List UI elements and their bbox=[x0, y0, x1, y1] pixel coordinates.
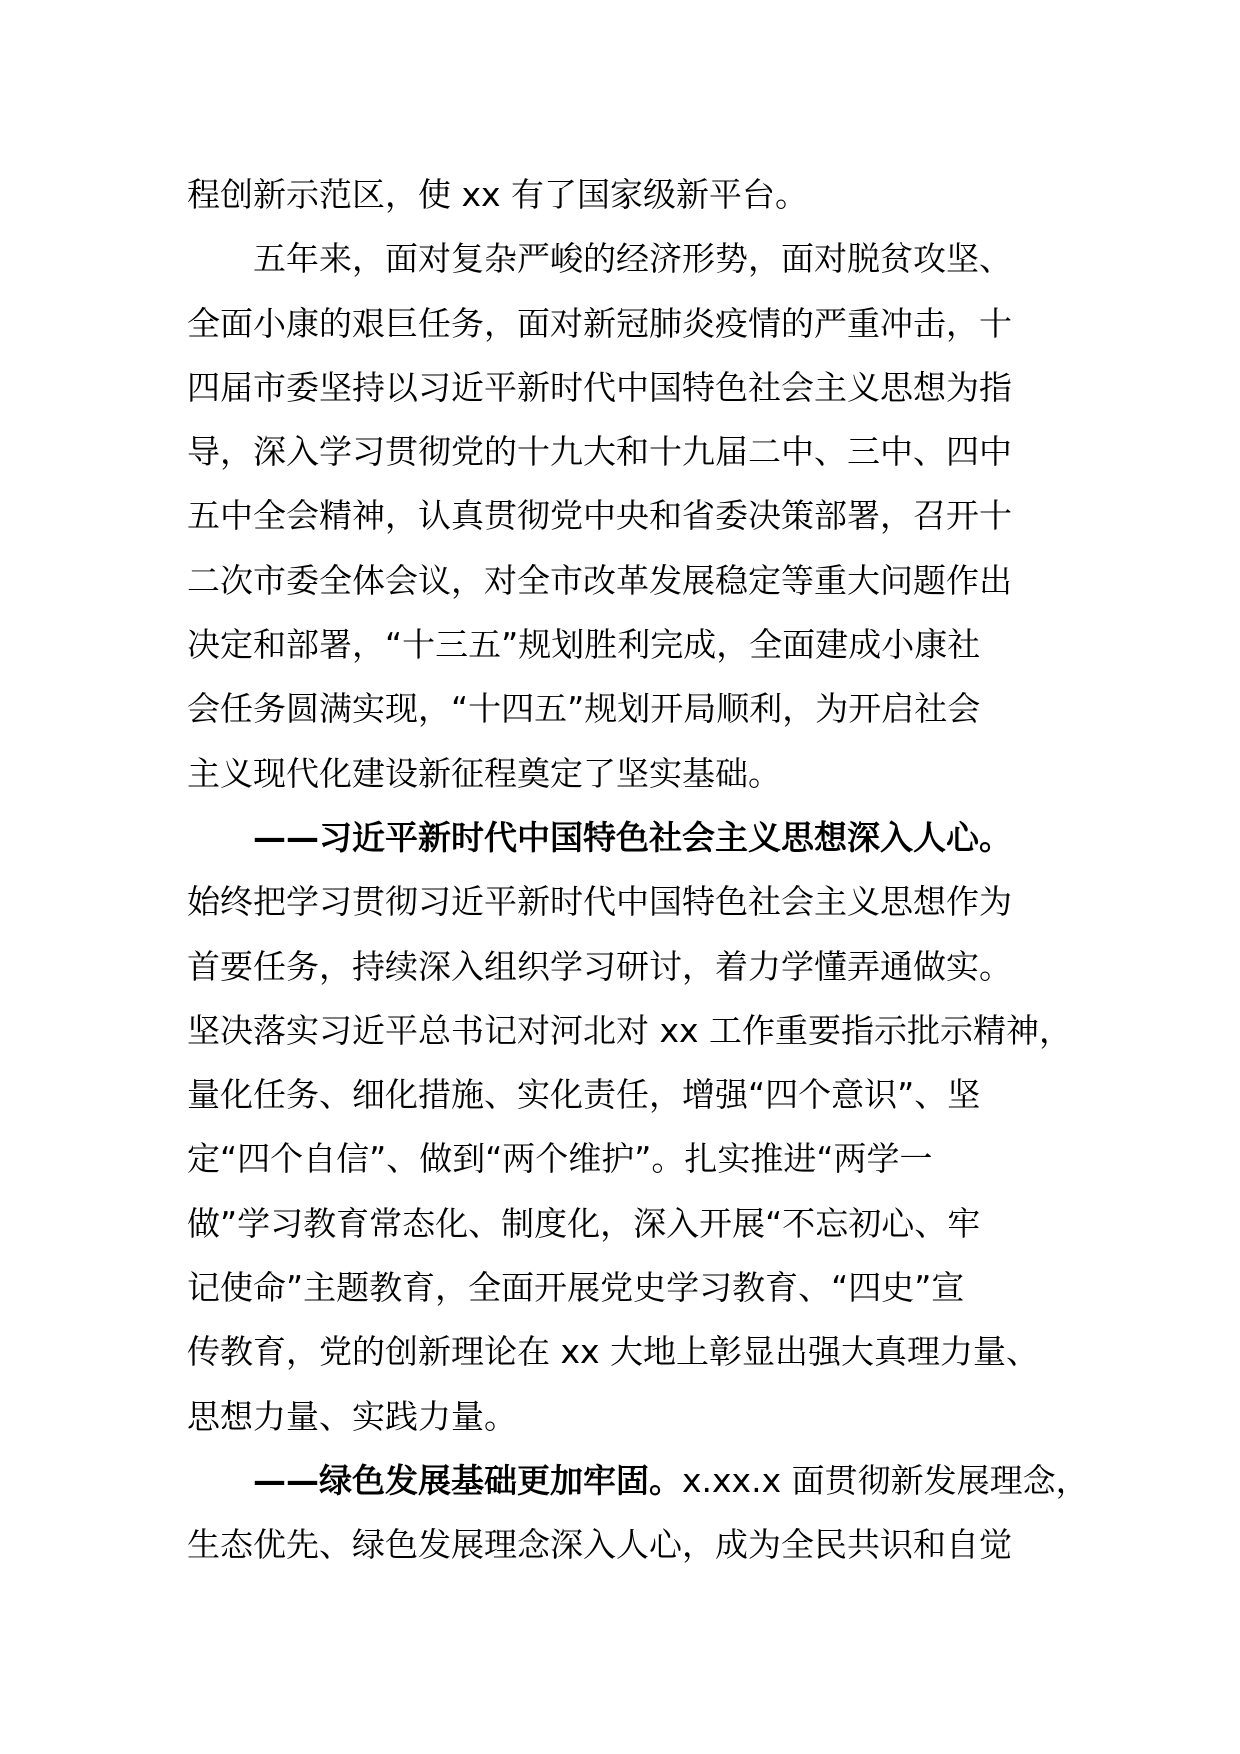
text-line: 生态优先、绿色发展理念深入人心，成为全民共识和自觉 bbox=[187, 1525, 1012, 1565]
section-text: x.xx.x 面贯彻新发展理念， bbox=[682, 1460, 1089, 1500]
document-body bbox=[187, 163, 1107, 1578]
text-line: 首要任务，持续深入组织学习研讨，着力学懂弄通做实。 bbox=[187, 946, 1012, 986]
text-line: 决定和部署，“十三五”规划胜利完成，全面建成小康社 bbox=[187, 625, 981, 665]
text-line: 量化任务、细化措施、实化责任，增强“四个意识”、坚 bbox=[187, 1075, 981, 1115]
text-line: 做”学习教育常态化、制度化，深入开展“不忘初心、牢 bbox=[187, 1203, 981, 1243]
text-line: 思想力量、实践力量。 bbox=[187, 1396, 517, 1436]
text-line: 全面小康的艰巨任务，面对新冠肺炎疫情的严重冲击，十 bbox=[187, 303, 1012, 343]
section-heading-line bbox=[187, 806, 1107, 870]
text-line: 程创新示范区，使 xx 有了国家级新平台。 bbox=[187, 175, 809, 214]
text-line: 记使命”主题教育，全面开展党史学习教育、“四史”宣 bbox=[187, 1268, 965, 1308]
text-line: 二次市委全体会议，对全市改革发展稳定等重大问题作出 bbox=[187, 560, 1012, 600]
text-line: 定“四个自信”、做到“两个维护”。扎实推进“两学一 bbox=[187, 1139, 933, 1179]
text-line: 五中全会精神，认真贯彻党中央和省委决策部署，召开十 bbox=[187, 496, 1012, 536]
section-heading: ——绿色发展基础更加牢固。 bbox=[253, 1460, 682, 1500]
text-line: 会任务圆满实现，“十四五”规划开局顺利，为开启社会 bbox=[187, 689, 981, 729]
text-line: 传教育，党的创新理论在 xx 大地上彰显出强大真理力量、 bbox=[187, 1332, 1040, 1372]
text-line: 四届市委坚持以习近平新时代中国特色社会主义思想为指 bbox=[187, 367, 1012, 407]
section-heading: ——习近平新时代中国特色社会主义思想深入人心。 bbox=[253, 817, 1012, 857]
section-heading-line bbox=[187, 1449, 1107, 1513]
text-line: 导，深入学习贯彻党的十九大和十九届二中、三中、四中 bbox=[187, 432, 1012, 472]
text-line: 坚决落实习近平总书记对河北对 xx 工作重要指示批示精神， bbox=[187, 1010, 1073, 1050]
text-line: 始终把学习贯彻习近平新时代中国特色社会主义思想作为 bbox=[187, 882, 1012, 922]
paragraph-start-line: 五年来，面对复杂严峻的经济形势，面对脱贫攻坚、 bbox=[253, 239, 1012, 279]
text-line: 主义现代化建设新征程奠定了坚实基础。 bbox=[187, 753, 781, 793]
